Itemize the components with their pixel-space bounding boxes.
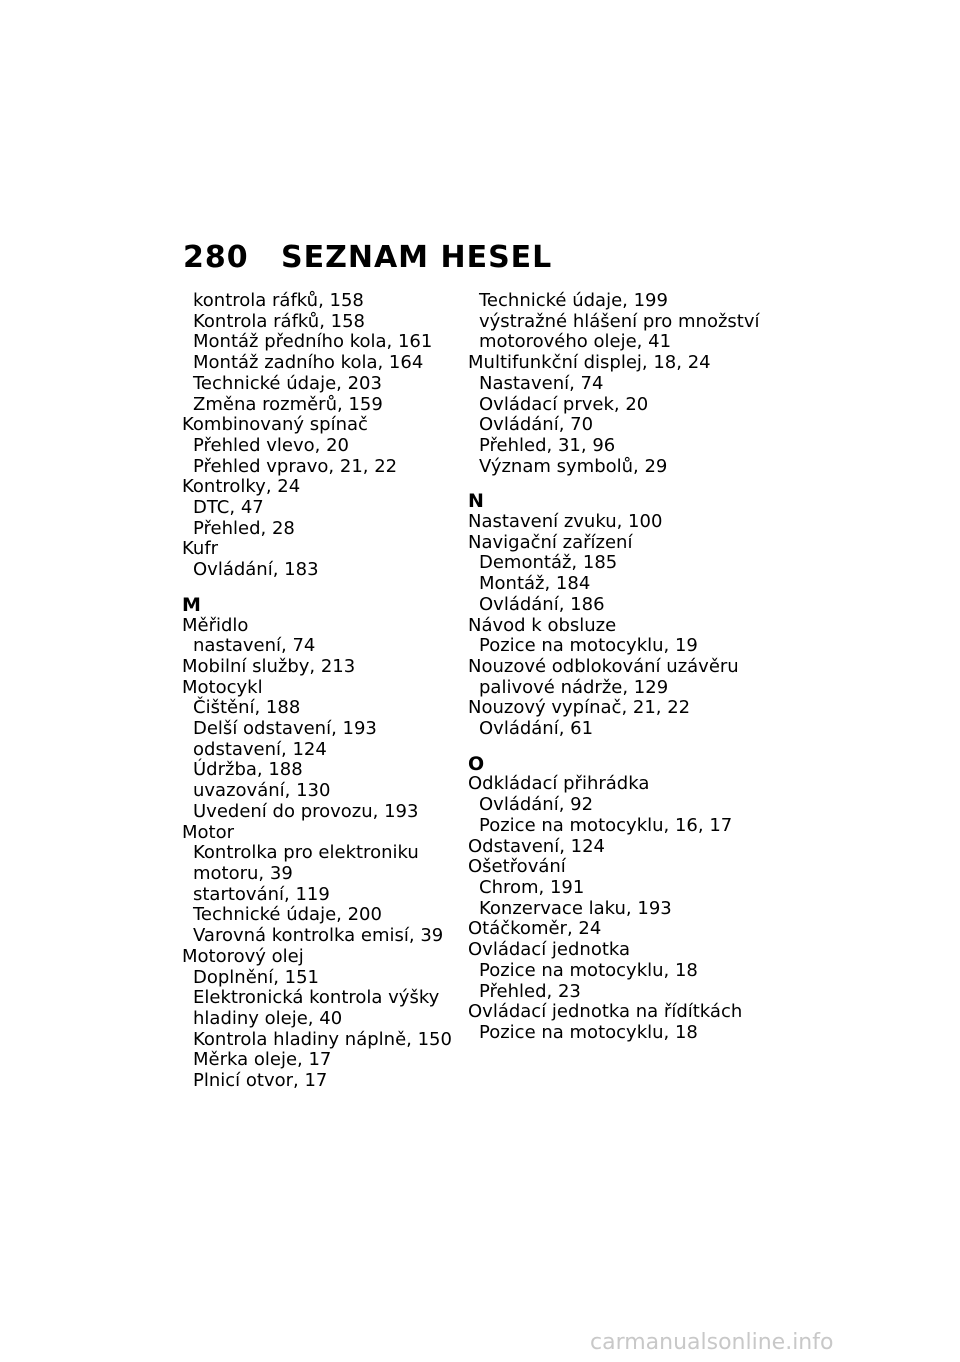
index-subentry: Technické údaje, 199	[479, 290, 668, 311]
index-entry: Motocykl	[182, 676, 263, 698]
index-subentry: motoru, 39	[193, 862, 293, 884]
index-entry: Ovládací jednotka	[468, 939, 631, 961]
index-subentry: Změna rozměrů, 159	[193, 393, 383, 415]
watermark: carmanualsonline.info	[590, 1330, 834, 1355]
index-entry: Mobilní služby, 213	[182, 655, 356, 677]
index-subentry: kontrola ráfků, 158	[193, 290, 364, 311]
index-entry: Nastavení zvuku, 100	[468, 511, 663, 533]
index-entry: Kontrolky, 24	[182, 476, 301, 498]
index-subentry: Pozice na motocyklu, 16, 17	[479, 814, 733, 836]
index-subentry: Ovládání, 186	[479, 593, 605, 615]
index-subentry: DTC, 47	[193, 497, 264, 519]
index-subentry: Konzervace laku, 193	[479, 897, 672, 919]
index-subentry: Měrka oleje, 17	[193, 1049, 332, 1071]
index-subentry: Pozice na motocyklu, 19	[479, 635, 698, 657]
index-subentry: startování, 119	[193, 883, 330, 905]
index-subentry: Varovná kontrolka emisí, 39	[193, 925, 444, 947]
index-column-right	[468, 290, 760, 1044]
index-entry: Nouzový vypínač, 21, 22	[468, 697, 691, 719]
index-subentry: Montáž zadního kola, 164	[193, 352, 424, 374]
index-column-left	[182, 291, 462, 1092]
index-subentry: Kontrola ráfků, 158	[193, 310, 366, 332]
index-subentry: Elektronická kontrola výšky	[193, 987, 440, 1009]
index-subentry: Přehled, 31, 96	[479, 434, 616, 456]
index-entry: Odstavení, 124	[468, 835, 605, 857]
index-subentry: Chrom, 191	[479, 876, 585, 898]
index-subentry: Ovládání, 70	[479, 414, 594, 436]
index-entry: Odkládací přihrádka	[468, 773, 650, 795]
index-subentry: Ovládání, 61	[479, 718, 594, 740]
index-entry: Kombinovaný spínač	[182, 414, 368, 436]
index-subentry: Pozice na motocyklu, 18	[479, 959, 698, 981]
index-entry: Ošetřování	[468, 856, 566, 878]
index-subentry: výstražné hlášení pro množství	[479, 310, 760, 332]
index-entry: Návod k obsluze	[468, 614, 617, 636]
page-header	[183, 240, 552, 275]
index-subentry: odstavení, 124	[193, 738, 327, 760]
index-entry: Nouzové odblokování uzávěru	[468, 655, 739, 677]
index-subentry: Přehled vpravo, 21, 22	[193, 455, 398, 477]
index-subentry: Delší odstavení, 193	[193, 718, 377, 740]
index-subentry: Přehled vlevo, 20	[193, 434, 349, 456]
index-subentry: Doplnění, 151	[193, 966, 319, 988]
index-letter-heading: O	[468, 752, 485, 775]
index-entry: Navigační zařízení	[468, 531, 633, 553]
index-subentry: motorového oleje, 41	[479, 331, 672, 353]
index-entry: Ovládací jednotka na řídítkách	[468, 1001, 743, 1023]
index-subentry: Význam symbolů, 29	[479, 455, 668, 477]
index-entry: Multifunkční displej, 18, 24	[468, 352, 711, 374]
index-entry: Otáčkoměr, 24	[468, 918, 602, 940]
index-entry: Motor	[182, 821, 235, 843]
index-subentry: Technické údaje, 200	[193, 904, 382, 926]
page-title: SEZNAM HESEL	[281, 240, 553, 275]
index-subentry: Nastavení, 74	[479, 372, 604, 394]
index-subentry: nastavení, 74	[193, 635, 316, 657]
index-subentry: Kontrola hladiny náplně, 150	[193, 1028, 452, 1050]
index-subentry: Montáž předního kola, 161	[193, 331, 433, 353]
index-subentry: Údržba, 188	[193, 759, 303, 781]
index-subentry: Plnicí otvor, 17	[193, 1070, 328, 1092]
index-subentry: Kontrolka pro elektroniku	[193, 842, 419, 864]
index-subentry: Montáž, 184	[479, 573, 591, 595]
index-subentry: palivové nádrže, 129	[479, 676, 669, 698]
index-subentry: Ovládací prvek, 20	[479, 393, 649, 415]
index-subentry: Ovládání, 183	[193, 559, 319, 581]
index-subentry: Čištění, 188	[193, 697, 301, 719]
index-subentry: Demontáž, 185	[479, 552, 618, 574]
index-entry: Motorový olej	[182, 945, 304, 967]
index-subentry: hladiny oleje, 40	[193, 1007, 343, 1029]
index-subentry: Přehled, 23	[479, 980, 581, 1002]
index-letter-heading: M	[182, 593, 201, 616]
index-subentry: Uvedení do provozu, 193	[193, 800, 419, 822]
page-number: 280	[183, 240, 249, 275]
index-letter-heading: N	[468, 490, 484, 513]
index-subentry: Přehled, 28	[193, 517, 295, 539]
index-subentry: uvazování, 130	[193, 780, 331, 802]
index-subentry: Ovládání, 92	[479, 794, 594, 816]
index-subentry: Technické údaje, 203	[193, 372, 382, 394]
index-subentry: Pozice na motocyklu, 18	[479, 1021, 698, 1043]
index-entry: Kufr	[182, 538, 219, 560]
index-entry: Měřidlo	[182, 614, 249, 636]
